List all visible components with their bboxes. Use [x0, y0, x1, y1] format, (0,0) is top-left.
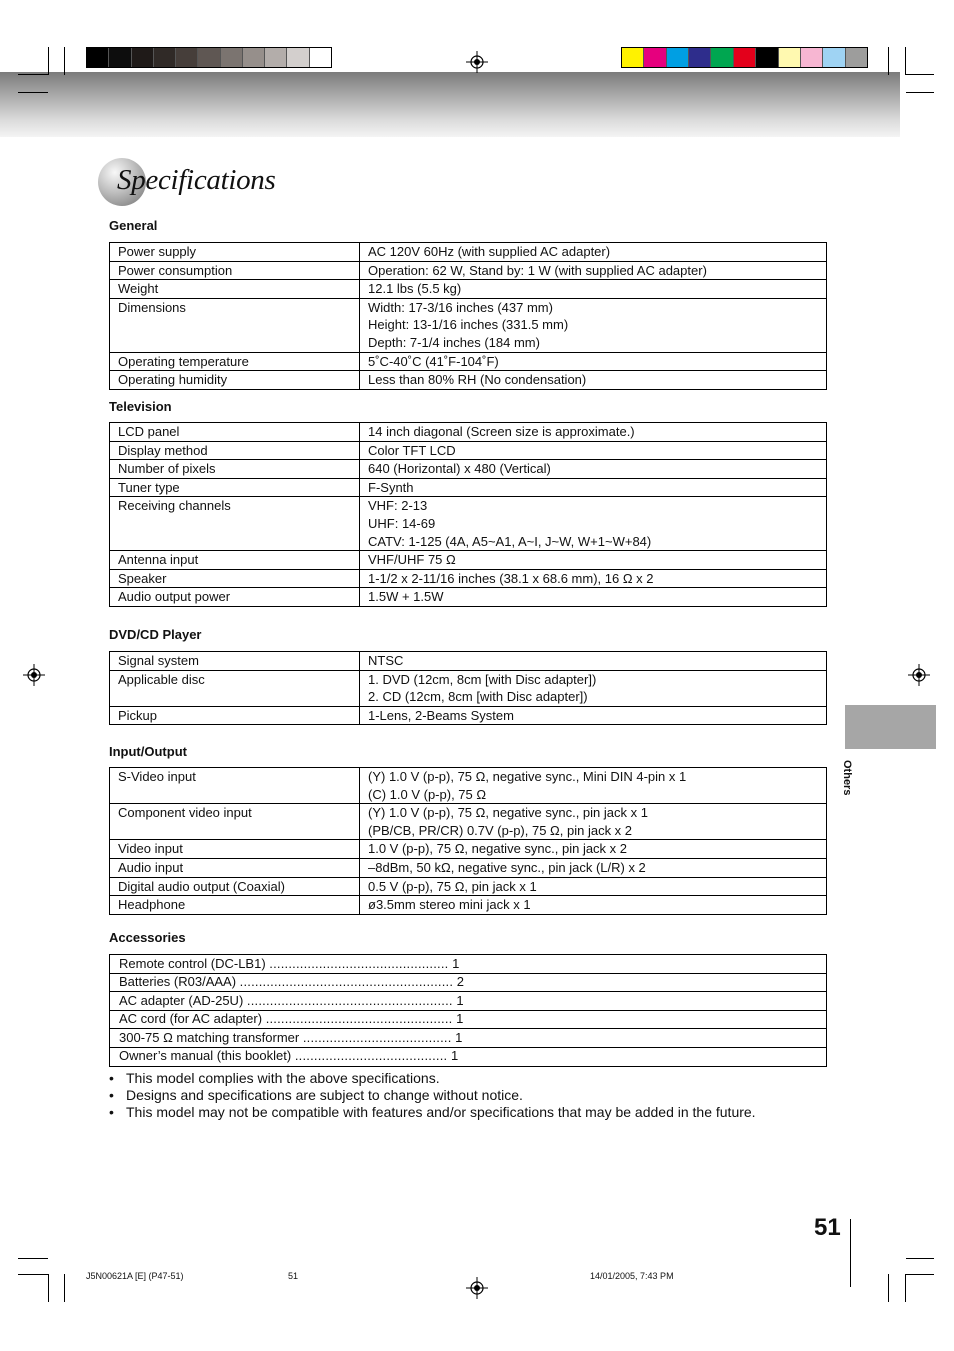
spec-value-line: CATV: 1-125 (4A, A5~A1, A~I, J~W, W+1~W+84): [368, 533, 652, 549]
accessory-cell: [110, 992, 827, 1011]
crop-mark: [905, 47, 906, 75]
section-heading-general: General: [109, 218, 158, 233]
accessory-name: Owner’s manual (this booklet): [119, 1048, 292, 1064]
spec-row: [110, 652, 827, 671]
notes-list: [109, 1070, 756, 1121]
accessory-leader-dots: ........................................................: [239, 974, 454, 990]
spec-value-line: 2. CD (12cm, 8cm [with Disc adapter]): [368, 689, 588, 705]
crop-mark: [906, 1258, 934, 1259]
spec-label: Audio input: [110, 858, 360, 877]
spec-row: [110, 896, 827, 915]
spec-row: [110, 588, 827, 607]
spec-value-line: 14 inch diagonal (Screen size is approximate.): [368, 424, 635, 439]
spec-value: [360, 706, 827, 725]
spec-label: Digital audio output (Coaxial): [110, 877, 360, 896]
accessory-row: [110, 992, 827, 1011]
calibration-swatch: [801, 48, 823, 67]
accessory-quantity: 1: [450, 1048, 459, 1064]
spec-row: [110, 569, 827, 588]
color-calibration-bar: [621, 47, 868, 68]
spec-value-line: 0.5 V (p-p), 75 Ω, pin jack x 1: [368, 878, 537, 894]
spec-row: [110, 551, 827, 570]
spec-row: [110, 706, 827, 725]
spec-value-line: VHF: 2-13: [368, 498, 428, 514]
crop-mark: [18, 74, 48, 75]
accessory-leader-dots: ...............................................: [269, 955, 449, 971]
calibration-swatch: [711, 48, 733, 67]
registration-target-icon: [908, 664, 930, 686]
spec-value: [360, 298, 827, 352]
accessory-name: Remote control (DC-LB1): [119, 955, 266, 971]
spec-value: [360, 840, 827, 859]
spec-value-line: VHF/UHF 75 Ω: [368, 552, 456, 568]
accessory-row: [110, 1010, 827, 1029]
spec-value: [360, 497, 827, 551]
crop-mark: [48, 1274, 49, 1302]
crop-mark: [906, 74, 934, 75]
spec-value: [360, 478, 827, 497]
spec-label: Component video input: [110, 804, 360, 840]
accessory-cell: [110, 1029, 827, 1048]
spec-value: [360, 352, 827, 371]
spec-value: [360, 804, 827, 840]
spec-value-line: Less than 80% RH (No condensation): [368, 372, 587, 388]
spec-row: [110, 441, 827, 460]
section-heading-accessories: Accessories: [109, 930, 186, 945]
spec-value-line: 5˚C-40˚C (41˚F-104˚F): [368, 353, 499, 369]
spec-label: Audio output power: [110, 588, 360, 607]
spec-label: Tuner type: [110, 478, 360, 497]
spec-value: [360, 280, 827, 299]
crop-mark: [888, 47, 889, 75]
spec-value: [360, 768, 827, 804]
note-item: • This model may not be compatible with features and/or specifications that may be added in the future.: [109, 1104, 756, 1121]
accessory-row: [110, 1029, 827, 1048]
crop-mark: [905, 1274, 906, 1302]
spec-value-line: AC 120V 60Hz (with supplied AC adapter): [368, 244, 611, 259]
spec-row: [110, 497, 827, 551]
calibration-swatch: [622, 48, 644, 67]
accessory-row: [110, 1047, 827, 1066]
spec-value-line: (Y) 1.0 V (p-p), 75 Ω, negative sync., Mini DIN 4-pin x 1: [368, 769, 687, 784]
accessory-leader-dots: ......................................................: [246, 992, 453, 1008]
spec-row: [110, 371, 827, 390]
spec-label: Power consumption: [110, 261, 360, 280]
spec-value: [360, 441, 827, 460]
spec-label: Antenna input: [110, 551, 360, 570]
accessory-name: 300-75 Ω matching transformer: [119, 1029, 300, 1045]
crop-mark: [18, 92, 48, 93]
calibration-swatch: [243, 48, 265, 67]
registration-target-icon: [466, 51, 488, 73]
accessory-name: AC cord (for AC adapter): [119, 1011, 263, 1027]
calibration-swatch: [644, 48, 666, 67]
accessory-quantity: 1: [452, 955, 460, 971]
spec-label: Video input: [110, 840, 360, 859]
accessory-cell: [110, 955, 827, 974]
calibration-swatch: [154, 48, 176, 67]
spec-value-line: Depth: 7-1/4 inches (184 mm): [368, 334, 540, 350]
spec-label: Power supply: [110, 243, 360, 262]
spec-value: [360, 588, 827, 607]
spec-value-line: Operation: 62 W, Stand by: 1 W (with supplied AC adapter): [368, 262, 707, 278]
accessory-leader-dots: .................................................: [265, 1011, 453, 1027]
page-title: Specifications: [117, 164, 276, 196]
spec-value-line: 1.5W + 1.5W: [368, 589, 444, 605]
crop-mark: [48, 47, 49, 75]
spec-value-line: (C) 1.0 V (p-p), 75 Ω: [368, 786, 487, 802]
accessories-table: [109, 954, 827, 1067]
grayscale-calibration-bar: [86, 47, 332, 68]
crop-mark: [888, 1274, 889, 1302]
spec-label: Number of pixels: [110, 460, 360, 479]
spec-value-line: –8dBm, 50 kΩ, negative sync., pin jack (L/R) x 2: [368, 859, 646, 875]
spec-value-line: NTSC: [368, 653, 404, 668]
note-item: • This model complies with the above specifications.: [109, 1070, 756, 1087]
footer-page: 51: [288, 1271, 299, 1281]
calibration-swatch: [87, 48, 109, 67]
section-heading-input-output: Input/Output: [109, 744, 187, 759]
spec-value-line: 12.1 lbs (5.5 kg): [368, 281, 462, 297]
accessory-quantity: 1: [456, 992, 464, 1008]
spec-label: Display method: [110, 441, 360, 460]
spec-value-line: F-Synth: [368, 479, 414, 495]
section-heading-dvd-cd-player: DVD/CD Player: [109, 627, 202, 642]
spec-row: [110, 858, 827, 877]
spec-value: [360, 670, 827, 706]
calibration-swatch: [734, 48, 756, 67]
footer-file-name: J5N00621A [E] (P47-51): [86, 1271, 184, 1281]
accessory-quantity: 2: [456, 974, 464, 990]
registration-target-icon: [466, 1277, 488, 1299]
calibration-swatch: [310, 48, 331, 67]
calibration-swatch: [198, 48, 220, 67]
accessory-leader-dots: .......................................: [302, 1029, 452, 1045]
side-tab: [845, 705, 936, 749]
spec-label: Headphone: [110, 896, 360, 915]
spec-value: [360, 460, 827, 479]
spec-value-line: (PB/CB, PR/CR) 0.7V (p-p), 75 Ω, pin jack x 2: [368, 822, 633, 838]
spec-label: Applicable disc: [110, 670, 360, 706]
calibration-swatch: [689, 48, 711, 67]
calibration-swatch: [132, 48, 154, 67]
side-tab-label: Others: [841, 760, 853, 796]
accessory-cell: [110, 1010, 827, 1029]
calibration-swatch: [667, 48, 689, 67]
crop-mark: [18, 1258, 48, 1259]
accessory-name: Batteries (R03/AAA): [119, 974, 237, 990]
spec-value-line: Width: 17-3/16 inches (437 mm): [368, 299, 553, 315]
spec-row: [110, 352, 827, 371]
spec-row: [110, 243, 827, 262]
dvd-spec-table: [109, 651, 827, 725]
note-item: • Designs and specifications are subject to change without notice.: [109, 1087, 756, 1104]
spec-label: Pickup: [110, 706, 360, 725]
spec-value-line: 1-1/2 x 2-11/16 inches (38.1 x 68.6 mm), 16 Ω x 2: [368, 570, 654, 586]
spec-label: Dimensions: [110, 298, 360, 352]
spec-row: [110, 460, 827, 479]
accessory-cell: [110, 1047, 827, 1066]
spec-row: [110, 298, 827, 352]
spec-value: [360, 877, 827, 896]
calibration-swatch: [265, 48, 287, 67]
accessory-quantity: 1: [455, 1029, 463, 1045]
spec-value-line: Height: 13-1/16 inches (331.5 mm): [368, 317, 569, 333]
accessory-leader-dots: ........................................: [294, 1048, 448, 1064]
spec-value: [360, 896, 827, 915]
footer-timestamp: 14/01/2005, 7:43 PM: [590, 1271, 674, 1281]
accessory-row: [110, 955, 827, 974]
spec-value-line: (Y) 1.0 V (p-p), 75 Ω, negative sync., pin jack x 1: [368, 805, 648, 821]
spec-row: [110, 804, 827, 840]
spec-row: [110, 423, 827, 442]
spec-row: [110, 840, 827, 859]
spec-value: [360, 652, 827, 671]
spec-row: [110, 877, 827, 896]
spec-label: Receiving channels: [110, 497, 360, 551]
input-output-spec-table: [109, 767, 827, 915]
header-gradient-band: [0, 72, 900, 137]
spec-value: [360, 569, 827, 588]
accessory-row: [110, 973, 827, 992]
spec-label: Operating temperature: [110, 352, 360, 371]
spec-label: Operating humidity: [110, 371, 360, 390]
spec-value-line: 1-Lens, 2-Beams System: [368, 707, 514, 723]
spec-value: [360, 858, 827, 877]
spec-label: Weight: [110, 280, 360, 299]
spec-row: [110, 768, 827, 804]
spec-row: [110, 261, 827, 280]
television-spec-table: [109, 422, 827, 607]
spec-value-line: ø3.5mm stereo mini jack x 1: [368, 897, 531, 913]
spec-row: [110, 670, 827, 706]
accessory-cell: [110, 973, 827, 992]
crop-mark: [18, 1274, 48, 1275]
calibration-swatch: [779, 48, 801, 67]
calibration-swatch: [287, 48, 309, 67]
page-number-rule: [850, 1219, 851, 1287]
spec-value: [360, 243, 827, 262]
crop-mark: [64, 47, 65, 75]
calibration-swatch: [756, 48, 778, 67]
crop-mark: [64, 1274, 65, 1302]
spec-value-line: 640 (Horizontal) x 480 (Vertical): [368, 461, 551, 477]
spec-value: [360, 371, 827, 390]
crop-mark: [906, 1274, 934, 1275]
calibration-swatch: [823, 48, 845, 67]
calibration-swatch: [846, 48, 867, 67]
spec-value: [360, 423, 827, 442]
spec-value-line: 1. DVD (12cm, 8cm [with Disc adapter]): [368, 671, 597, 687]
spec-value: [360, 261, 827, 280]
spec-value-line: UHF: 14-69: [368, 515, 436, 531]
crop-mark: [906, 92, 934, 93]
section-heading-television: Television: [109, 399, 172, 414]
spec-label: Signal system: [110, 652, 360, 671]
accessory-name: AC adapter (AD-25U): [119, 992, 244, 1008]
spec-row: [110, 478, 827, 497]
spec-value-line: 1.0 V (p-p), 75 Ω, negative sync., pin jack x 2: [368, 841, 628, 857]
spec-label: S-Video input: [110, 768, 360, 804]
spec-value-line: Color TFT LCD: [368, 442, 456, 458]
calibration-swatch: [109, 48, 131, 67]
accessory-quantity: 1: [456, 1011, 464, 1027]
registration-target-icon: [23, 664, 45, 686]
spec-label: LCD panel: [110, 423, 360, 442]
page-number: 51: [814, 1214, 841, 1241]
calibration-swatch: [176, 48, 198, 67]
spec-value: [360, 551, 827, 570]
spec-row: [110, 280, 827, 299]
spec-label: Speaker: [110, 569, 360, 588]
general-spec-table: [109, 242, 827, 390]
calibration-swatch: [221, 48, 243, 67]
